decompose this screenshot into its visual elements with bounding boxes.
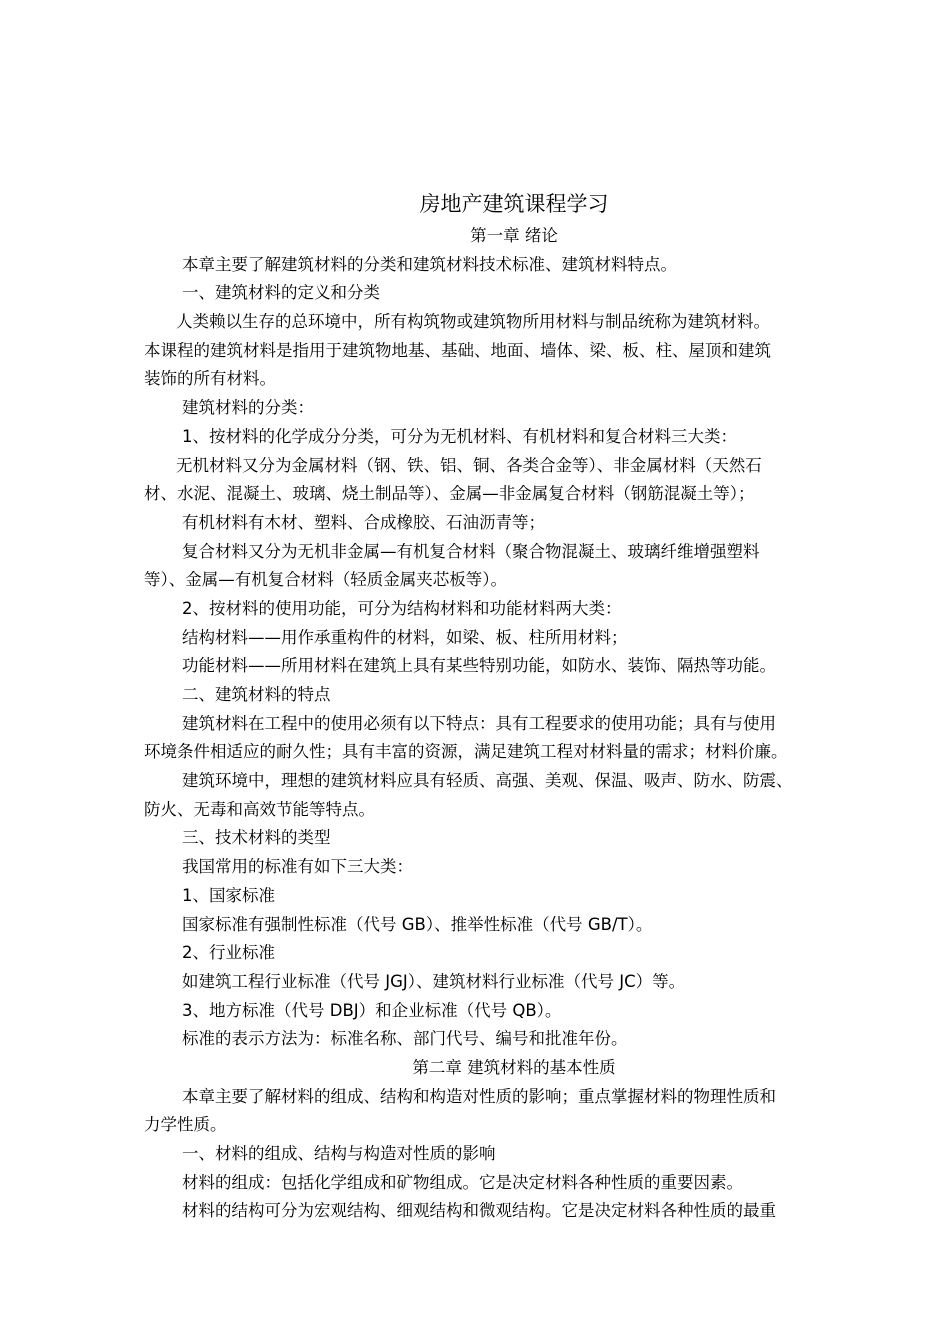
paragraph-line: 人类赖以生存的总环境中，所有构筑物或建筑物所用材料与制品统称为建筑材料。	[176, 312, 770, 332]
paragraph-line: 本章主要了解材料的组成、结构和构造对性质的影响；重点掌握材料的物理性质和	[182, 1086, 776, 1106]
paragraph-line: 材、水泥、混凝土、玻璃、烧土制品等）、金属—非金属复合材料（钢筋混凝土等）；	[144, 484, 755, 504]
paragraph-line: 标准的表示方法为：标准名称、部门代号、编号和批准年份。	[182, 1029, 628, 1049]
paragraph-line: 功能材料——所用材料在建筑上具有某些特别功能，如防水、装饰、隔热等功能。	[182, 656, 776, 676]
paragraph-line: 2、行业标准	[182, 943, 275, 963]
paragraph-line: 3、地方标准（代号 DBJ）和企业标准（代号 QB）。	[182, 1000, 562, 1020]
document-body	[144, 186, 884, 1226]
paragraph-line: 环境条件相适应的耐久性；具有丰富的资源，满足建筑工程对材料量的需求；材料价廉。	[144, 742, 788, 762]
paragraph-line: 材料的组成：包括化学组成和矿物组成。它是决定材料各种性质的重要因素。	[182, 1172, 743, 1192]
paragraph-line: 本课程的建筑材料是指用于建筑物地基、基础、地面、墙体、梁、板、柱、屋顶和建筑	[144, 340, 771, 360]
paragraph-line: 复合材料又分为无机非金属—有机复合材料（聚合物混凝土、玻璃纤维增强塑料	[182, 541, 760, 561]
paragraph-line: 等）、金属—有机复合材料（轻质金属夹芯板等）。	[144, 570, 507, 590]
paragraph-line: 装饰的所有材料。	[144, 369, 276, 389]
paragraph-line: 1、国家标准	[182, 885, 275, 905]
paragraph-line: 无机材料又分为金属材料（钢、铁、铝、铜、各类合金等）、非金属材料（天然石	[176, 455, 762, 475]
paragraph-line: 2、按材料的使用功能，可分为结构材料和功能材料两大类：	[182, 598, 622, 618]
paragraph-line: 1、按材料的化学成分分类，可分为无机材料、有机材料和复合材料三大类：	[182, 426, 737, 446]
paragraph-line: 本章主要了解建筑材料的分类和建筑材料技术标准、建筑材料特点。	[182, 254, 677, 274]
section-heading: 三、技术材料的类型	[182, 828, 331, 848]
paragraph-line: 建筑材料在工程中的使用必须有以下特点：具有工程要求的使用功能；具有与使用	[182, 713, 776, 733]
paragraph-line: 国家标准有强制性标准（代号 GB）、推举性标准（代号 GB/T）。	[182, 914, 653, 934]
paragraph-line: 有机材料有木材、塑料、合成橡胶、石油沥青等；	[182, 512, 545, 532]
section-heading: 二、建筑材料的特点	[182, 685, 331, 704]
paragraph-line: 材料的结构可分为宏观结构、细观结构和微观结构。它是决定材料各种性质的最重	[182, 1201, 776, 1221]
paragraph-line: 我国常用的标准有如下三大类：	[182, 857, 413, 877]
chapter-2-heading: 第二章 建筑材料的基本性质	[412, 1057, 616, 1077]
paragraph-line: 如建筑工程行业标准（代号 JGJ）、建筑材料行业标准（代号 JC）等。	[182, 971, 686, 991]
chapter-1-heading: 第一章 绪论	[470, 226, 558, 245]
section-heading: 一、材料的组成、结构与构造对性质的影响	[182, 1144, 496, 1163]
paragraph-line: 力学性质。	[144, 1115, 227, 1135]
paragraph-line: 结构材料——用作承重构件的材料，如梁、板、柱所用材料；	[182, 627, 628, 647]
paragraph-line: 防火、无毒和高效节能等特点。	[144, 799, 375, 819]
paragraph-line: 建筑材料的分类：	[182, 398, 314, 418]
section-heading: 一、建筑材料的定义和分类	[182, 283, 380, 303]
document-title: 房地产建筑课程学习	[419, 192, 609, 216]
paragraph-line: 建筑环境中，理想的建筑材料应具有轻质、高强、美观、保温、吸声、防水、防震、	[182, 771, 793, 791]
